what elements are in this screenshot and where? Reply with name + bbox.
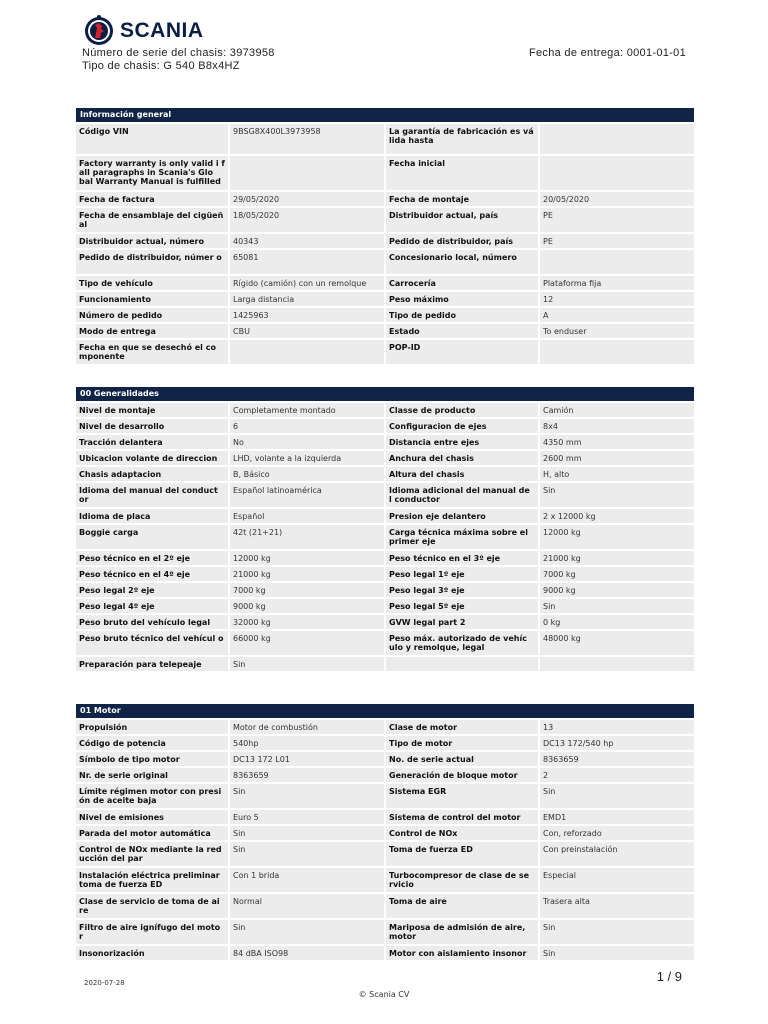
table-row — [76, 784, 694, 808]
field-value: Sin — [540, 920, 694, 944]
field-label: Parada del motor automática — [76, 826, 230, 840]
field-value: 65081 — [230, 250, 386, 274]
table-row — [76, 483, 694, 507]
field-value: Normal — [230, 894, 386, 918]
field-label: Factory warranty is only valid i f all paragraphs in Scania's Glo bal Warranty Manual is fulfilled — [76, 156, 230, 190]
field-label: Pedido de distribuidor, país — [386, 234, 540, 248]
field-label: Filtro de aire ignífugo del moto r — [76, 920, 230, 944]
field-label: Carga técnica máxima sobre el primer eje — [386, 525, 540, 549]
table-row — [76, 631, 694, 655]
table-row — [76, 583, 694, 597]
table-row — [76, 599, 694, 613]
field-value: Con, reforzado — [540, 826, 694, 840]
table-row — [76, 324, 694, 338]
field-label: Límite régimen motor con presi ón de aceite baja — [76, 784, 230, 808]
field-label: Anchura del chasis — [386, 451, 540, 465]
field-value: Motor de combustión — [230, 720, 386, 734]
table-row — [76, 615, 694, 629]
footer-copyright: © Scania CV — [358, 990, 410, 999]
field-value: Trasera alta — [540, 894, 694, 918]
table-row — [76, 250, 694, 274]
field-label: Nivel de desarrollo — [76, 419, 230, 433]
section-generalidades — [76, 387, 694, 673]
field-label: Toma de fuerza ED — [386, 842, 540, 866]
table-row — [76, 467, 694, 481]
field-label: Peso legal 1º eje — [386, 567, 540, 581]
field-label: Modo de entrega — [76, 324, 230, 338]
field-label: La garantía de fabricación es vá lida hasta — [386, 124, 540, 154]
field-label: Peso legal 4º eje — [76, 599, 230, 613]
table-row — [76, 810, 694, 824]
field-value: A — [540, 308, 694, 322]
field-label: Insonorización — [76, 946, 230, 960]
field-label: Motor con aislamiento insonor — [386, 946, 540, 960]
table-row — [76, 868, 694, 892]
field-value: Plataforma fija — [540, 276, 694, 290]
field-value — [230, 156, 386, 190]
table-row — [76, 525, 694, 549]
field-value: 2600 mm — [540, 451, 694, 465]
griffin-emblem-icon — [84, 14, 114, 48]
field-value: Especial — [540, 868, 694, 892]
field-value: 540hp — [230, 736, 386, 750]
field-value: 12000 kg — [540, 525, 694, 549]
field-label: Símbolo de tipo motor — [76, 752, 230, 766]
field-value: Sin — [230, 920, 386, 944]
table-row — [76, 156, 694, 190]
field-label: Concesionario local, número — [386, 250, 540, 274]
page-number: 1 / 9 — [656, 969, 682, 984]
table-row — [76, 276, 694, 290]
table-row — [76, 842, 694, 866]
field-value: Larga distancia — [230, 292, 386, 306]
section-motor — [76, 704, 694, 962]
field-value — [230, 340, 386, 364]
field-value: Sin — [540, 483, 694, 507]
table-row — [76, 435, 694, 449]
chassis-type: Tipo de chasis: G 540 B8x4HZ — [82, 60, 240, 72]
field-value: Sin — [230, 657, 386, 671]
field-value: DC13 172/540 hp — [540, 736, 694, 750]
table-row — [76, 567, 694, 581]
field-value: 84 dBA ISO98 — [230, 946, 386, 960]
field-label: Clase de motor — [386, 720, 540, 734]
field-value: 2 — [540, 768, 694, 782]
table-row — [76, 826, 694, 840]
field-label: Nivel de montaje — [76, 403, 230, 417]
field-value: 32000 kg — [230, 615, 386, 629]
field-label: Control de NOx — [386, 826, 540, 840]
field-value: 9000 kg — [230, 599, 386, 613]
field-label: Boggie carga — [76, 525, 230, 549]
field-label: Estado — [386, 324, 540, 338]
field-value: Español — [230, 509, 386, 523]
table-row — [76, 752, 694, 766]
section-header: 01 Motor — [76, 704, 694, 718]
field-label: Peso legal 3º eje — [386, 583, 540, 597]
info-table — [76, 122, 694, 366]
field-value: Completamente montado — [230, 403, 386, 417]
field-label: POP-ID — [386, 340, 540, 364]
field-value: Rígido (camión) con un remolque — [230, 276, 386, 290]
field-value: 7000 kg — [230, 583, 386, 597]
field-value: 12 — [540, 292, 694, 306]
table-row — [76, 403, 694, 417]
field-label: Peso máximo — [386, 292, 540, 306]
field-label: Código de potencia — [76, 736, 230, 750]
footer-date: 2020-07-28 — [84, 979, 125, 987]
field-value: CBU — [230, 324, 386, 338]
field-value: To enduser — [540, 324, 694, 338]
field-label: Tipo de motor — [386, 736, 540, 750]
table-row — [76, 124, 694, 154]
scania-logo — [84, 14, 204, 48]
field-label: Pedido de distribuidor, númer o — [76, 250, 230, 274]
field-value: Sin — [230, 826, 386, 840]
info-table — [76, 401, 694, 673]
field-label: Fecha de factura — [76, 192, 230, 206]
field-value: 48000 kg — [540, 631, 694, 655]
field-label: Clase de servicio de toma de ai re — [76, 894, 230, 918]
field-label: Peso técnico en el 2º eje — [76, 551, 230, 565]
field-label: Fecha inicial — [386, 156, 540, 190]
field-label: Presion eje delantero — [386, 509, 540, 523]
field-value: 21000 kg — [230, 567, 386, 581]
field-label: Peso técnico en el 3º eje — [386, 551, 540, 565]
field-value: 66000 kg — [230, 631, 386, 655]
field-label: Tipo de vehículo — [76, 276, 230, 290]
field-label: Distribuidor actual, país — [386, 208, 540, 232]
field-label: Peso legal 5º eje — [386, 599, 540, 613]
field-value: 20/05/2020 — [540, 192, 694, 206]
field-value — [540, 156, 694, 190]
chassis-meta — [82, 47, 275, 73]
field-value: 0 kg — [540, 615, 694, 629]
field-value: 4350 mm — [540, 435, 694, 449]
table-row — [76, 208, 694, 232]
field-label: Peso máx. autorizado de vehíc ulo y remolque, legal — [386, 631, 540, 655]
field-label: Peso técnico en el 4º eje — [76, 567, 230, 581]
brand-wordmark: SCANIA — [120, 19, 204, 42]
field-label: Peso legal 2º eje — [76, 583, 230, 597]
field-label: Altura del chasis — [386, 467, 540, 481]
field-label: Ubicacion volante de direccion — [76, 451, 230, 465]
field-label: Nr. de serie original — [76, 768, 230, 782]
field-label: Tipo de pedido — [386, 308, 540, 322]
field-value: Sin — [540, 946, 694, 960]
field-value: 9000 kg — [540, 583, 694, 597]
field-label: Peso bruto técnico del vehícul o — [76, 631, 230, 655]
table-row — [76, 308, 694, 322]
field-label: Propulsión — [76, 720, 230, 734]
field-label: Distribuidor actual, número — [76, 234, 230, 248]
field-label: Fecha de montaje — [386, 192, 540, 206]
field-value: 7000 kg — [540, 567, 694, 581]
table-row — [76, 720, 694, 734]
field-value: Sin — [540, 784, 694, 808]
field-value: 8363659 — [540, 752, 694, 766]
field-value — [540, 250, 694, 274]
table-row — [76, 946, 694, 960]
field-label: Fecha de ensamblaje del cigüeñ al — [76, 208, 230, 232]
field-value: 18/05/2020 — [230, 208, 386, 232]
field-value: No — [230, 435, 386, 449]
field-label: Sistema EGR — [386, 784, 540, 808]
table-row — [76, 894, 694, 918]
table-row — [76, 234, 694, 248]
field-label: Classe de producto — [386, 403, 540, 417]
field-value: Sin — [230, 784, 386, 808]
field-label: Idioma del manual del conduct or — [76, 483, 230, 507]
field-value: 8x4 — [540, 419, 694, 433]
field-label: Carrocería — [386, 276, 540, 290]
field-label: Idioma adicional del manual de l conductor — [386, 483, 540, 507]
field-label: Chasis adaptacion — [76, 467, 230, 481]
section-header: 00 Generalidades — [76, 387, 694, 401]
field-value: PE — [540, 208, 694, 232]
field-value: 21000 kg — [540, 551, 694, 565]
field-label: Fecha en que se desechó el co mponente — [76, 340, 230, 364]
field-value: PE — [540, 234, 694, 248]
field-label: Toma de aire — [386, 894, 540, 918]
field-value: B, Básico — [230, 467, 386, 481]
table-row — [76, 551, 694, 565]
field-value: 2 x 12000 kg — [540, 509, 694, 523]
field-value: 1425963 — [230, 308, 386, 322]
field-value: 13 — [540, 720, 694, 734]
field-value: Sin — [230, 842, 386, 866]
table-row — [76, 657, 694, 671]
table-row — [76, 451, 694, 465]
field-label: Nivel de emisiones — [76, 810, 230, 824]
field-value: 8363659 — [230, 768, 386, 782]
delivery-date: Fecha de entrega: 0001-01-01 — [528, 47, 686, 59]
table-row — [76, 292, 694, 306]
section-general-info — [76, 108, 694, 366]
field-label: Turbocompresor de clase de se rvicio — [386, 868, 540, 892]
table-row — [76, 419, 694, 433]
info-table — [76, 718, 694, 962]
field-label: Código VIN — [76, 124, 230, 154]
field-label: Peso bruto del vehículo legal — [76, 615, 230, 629]
chassis-serial: Número de serie del chasis: 3973958 — [82, 47, 275, 59]
field-value — [540, 124, 694, 154]
table-row — [76, 736, 694, 750]
field-value: 9BSG8X400L3973958 — [230, 124, 386, 154]
table-row — [76, 192, 694, 206]
field-label: Configuracion de ejes — [386, 419, 540, 433]
field-label: Funcionamiento — [76, 292, 230, 306]
field-value: DC13 172 L01 — [230, 752, 386, 766]
field-value — [540, 340, 694, 364]
field-value: 40343 — [230, 234, 386, 248]
field-label: Tracción delantera — [76, 435, 230, 449]
field-label: No. de serie actual — [386, 752, 540, 766]
table-row — [76, 509, 694, 523]
table-row — [76, 920, 694, 944]
field-label: Generación de bloque motor — [386, 768, 540, 782]
field-value: 42t (21+21) — [230, 525, 386, 549]
field-value — [540, 657, 694, 671]
field-value: 6 — [230, 419, 386, 433]
field-value: H, alto — [540, 467, 694, 481]
field-label: Sistema de control del motor — [386, 810, 540, 824]
field-label: Distancia entre ejes — [386, 435, 540, 449]
field-label: Número de pedido — [76, 308, 230, 322]
table-row — [76, 768, 694, 782]
field-label — [386, 657, 540, 671]
field-value: 29/05/2020 — [230, 192, 386, 206]
field-value: LHD, volante a la izquierda — [230, 451, 386, 465]
field-value: 12000 kg — [230, 551, 386, 565]
field-value: EMD1 — [540, 810, 694, 824]
section-header: Información general — [76, 108, 694, 122]
field-value: Sin — [540, 599, 694, 613]
field-label: Idioma de placa — [76, 509, 230, 523]
field-value: Con preinstalación — [540, 842, 694, 866]
field-label: Preparación para telepeaje — [76, 657, 230, 671]
field-value: Camión — [540, 403, 694, 417]
field-value: Con 1 brida — [230, 868, 386, 892]
field-label: GVW legal part 2 — [386, 615, 540, 629]
table-row — [76, 340, 694, 364]
field-label: Control de NOx mediante la red ucción del par — [76, 842, 230, 866]
field-label: Mariposa de admisión de aire, motor — [386, 920, 540, 944]
field-label: Instalación eléctrica preliminar toma de fuerza ED — [76, 868, 230, 892]
field-value: Euro 5 — [230, 810, 386, 824]
field-value: Español latinoamérica — [230, 483, 386, 507]
